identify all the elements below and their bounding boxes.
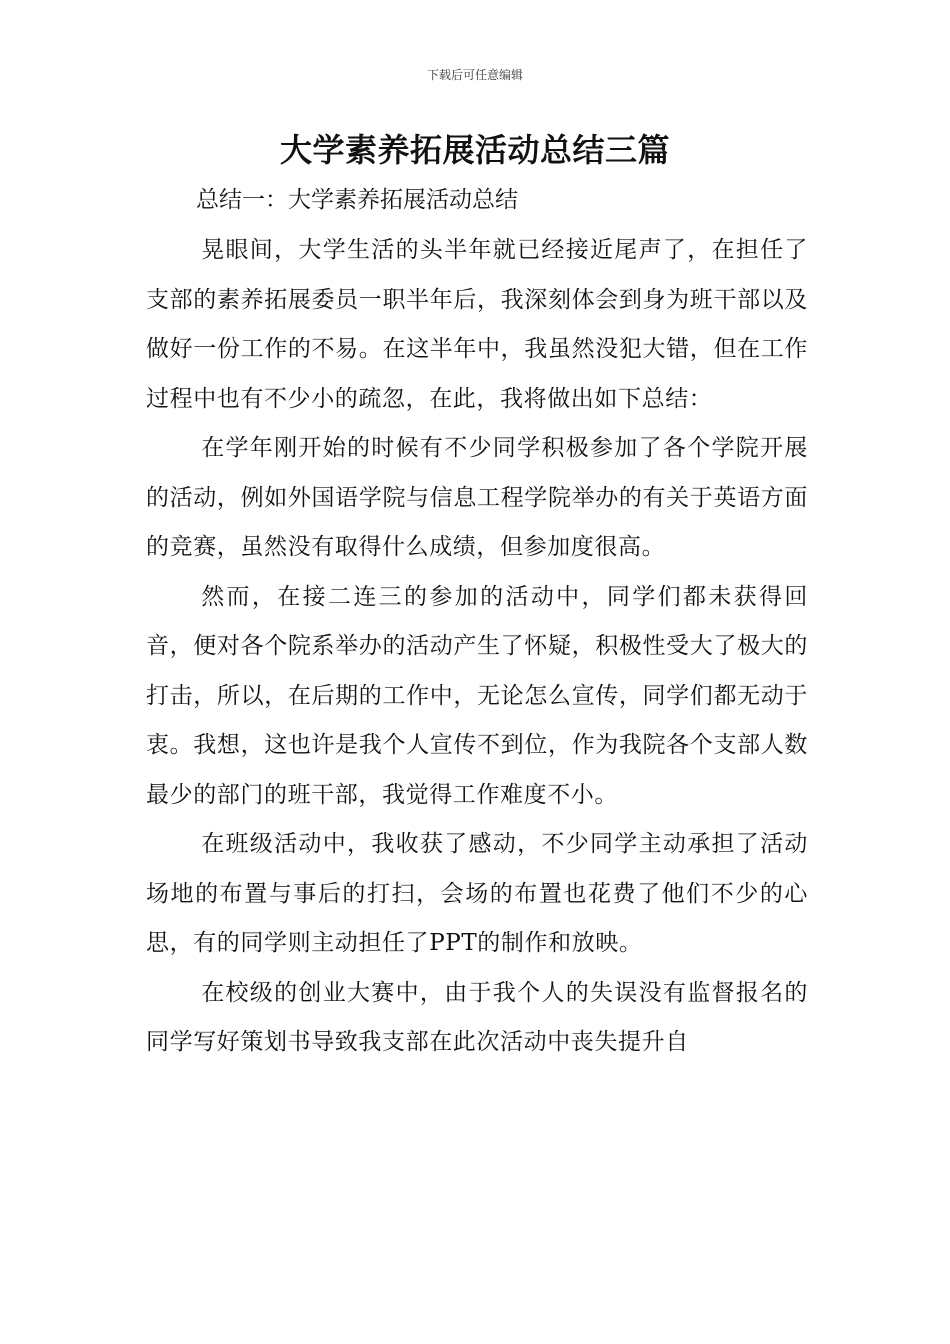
paragraph: 然而，在接二连三的参加的活动中，同学们都未获得回音，便对各个院系举办的活动产生了怀疑，积极性受大了极大的打击，所以，在后期的工作中，无论怎么宣传，同学们都无动于衷。我想，这也许是我个人宣传不到位，作为我院各个支部人数最少的部门的班干部，我觉得工作难度不小。 — [146, 583, 808, 808]
paragraph: 晃眼间，大学生活的头半年就已经接近尾声了，在担任了支部的素养拓展委员一职半年后，我深刻体会到身为班干部以及做好一份工作的不易。在这半年中，我虽然没犯大错，但在工作过程中也有不少小的疏忽，在此，我将做出如下总结： — [146, 237, 808, 412]
paragraph: 在学年刚开始的时候有不少同学积极参加了各个学院开展的活动，例如外国语学院与信息工程学院举办的有关于英语方面的竞赛，虽然没有取得什么成绩，但参加度很高。 — [146, 435, 808, 560]
paragraph: 在班级活动中，我收获了感动，不少同学主动承担了活动场地的布置与事后的打扫，会场的布置也花费了他们不少的心思，有的同学则主动担任了PPT的制作和放映。 — [146, 831, 808, 956]
body-text — [146, 226, 808, 1068]
paragraph: 在校级的创业大赛中，由于我个人的失误没有监督报名的同学写好策划书导致我支部在此次活动中丧失提升自 — [146, 979, 808, 1055]
header-note: 下载后可任意编辑 — [426, 68, 523, 82]
document-title: 大学素养拓展活动总结三篇 — [279, 131, 670, 169]
section-heading: 总结一：大学素养拓展活动总结 — [196, 187, 518, 213]
